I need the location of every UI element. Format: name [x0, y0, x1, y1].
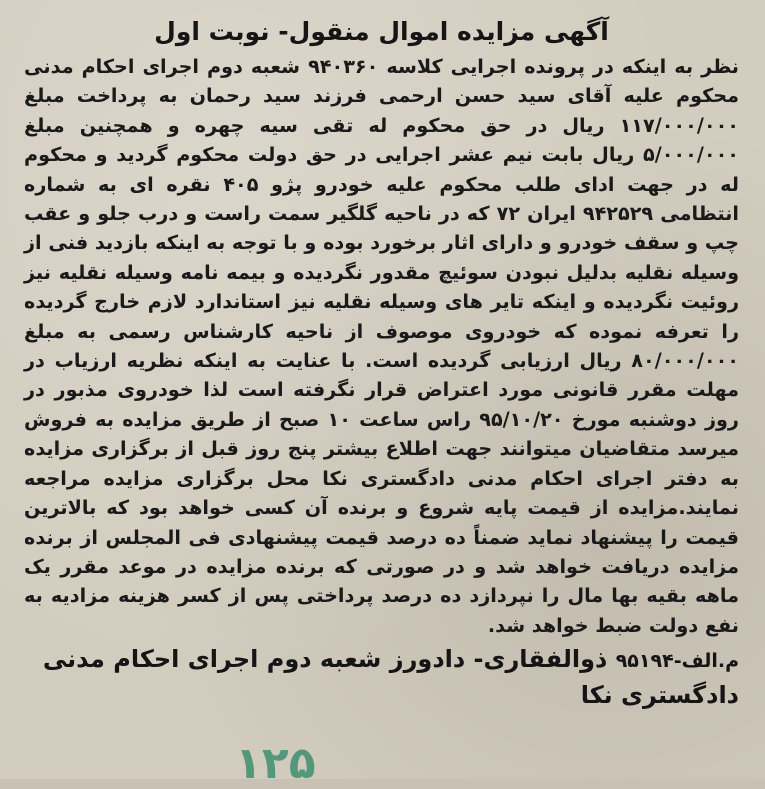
notice-reference-code: م.الف-۹۵۱۹۴ — [615, 650, 739, 673]
notice-body: نظر به اینکه در پرونده اجرایی کلاسه ۹۴۰۳۶۰ شعبه دوم اجرای احکام مدنی محکوم علیه آقای سید حسن ارحمی فرزند سید رحمان به پرداخت مبلغ ۱۱۷/۰۰۰/۰۰۰ ریال در حق محکوم له تقی سیه چهره و همچنین مبلغ ۵/۰۰۰/۰۰۰ ریال بابت نیم عشر اجرایی در حق دولت محکوم گردید و محکوم له در جهت ادای طلب محکوم علیه خودرو پژو ۴۰۵ نقره ای به شماره انتظامی ۹۴۲۵۲۹ ایران ۷۲ که در ناحیه گلگیر سمت راست و درب جلو و عقب چپ و سقف خودرو و دارای اثار برخورد بوده و با توجه به اینکه بازدید فنی از وسیله نقلیه بدلیل نبودن سوئیچ مقدور نگردیده و بیمه نامه وسیله نقلیه نیز روئیت نگردیده و اینکه تایر های وسیله نقلیه نیز استاندارد لازم خارج گردیده را تعرفه نموده که خودروی موصوف از ناحیه کارشناس رسمی به مبلغ ۸۰/۰۰۰/۰۰۰ ریال ارزیابی گردیده است. با عنایت به اینکه نظریه ارزیاب در مهلت مقرر قانونی مورد اعتراض قرار نگرفته است لذا خودروی مذبور در روز دوشنبه مورخ ۹۵/۱۰/۲۰ راس ساعت ۱۰ صبح از طریق مزایده به فروش میرسد متقاضیان میتوانند جهت اطلاع بیشتر پنج روز قبل از برگزاری مزایده به دفتر اجرای احکام مدنی دادگستری نکا محل برگزاری مزایده مراجعه نمایند.مزایده از قیمت پایه شروع و برنده آن کسی خواهد بود که بالاترین قیمت را پیشنهاد نماید ضمناً ده درصد قیمت پیشنهادی فی المجلس از برنده مزایده دریافت خواهد شد و در صورتی که برنده مزایده در موعد مقرر یک ماهه بقیه بها مال را نپردازد ده درصد پرداختی پس از کسر هزینه مزادیه به نفع دولت ضبط خواهد شد. — [24, 55, 740, 637]
notice-title: آگهی مزایده اموال منقول- نوبت اول — [154, 17, 609, 46]
handwritten-stamp-number: ۱۲۵ — [235, 738, 316, 789]
notice-signature: ذوالفقاری- دادورز شعبه دوم اجرای احکام مدنی دادگستری نکا — [42, 645, 739, 710]
notice-signature-block — [24, 642, 739, 712]
